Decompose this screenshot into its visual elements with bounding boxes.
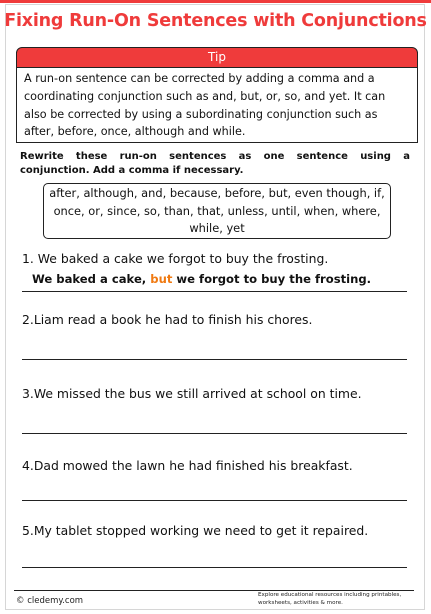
worksheet-title: Fixing Run-On Sentences with Conjunctions [4,11,427,31]
question-3: 3.We missed the bus we still arrived at school on time. [22,386,362,401]
answer-line-5[interactable] [22,567,407,568]
top-accent-bar [0,0,431,3]
tip-header: Tip [16,47,418,68]
answer-line-4[interactable] [22,500,407,501]
footer-site-link[interactable]: © cledemy.com [16,596,84,606]
footer-note: Explore educational resources including printables, worksheets, activities & more. [258,592,402,606]
example-answer [32,272,371,287]
tip-text: A run-on sentence can be corrected by adding a comma and a coordinating conjunction such as and, but, or, so, and yet. It can also be corrected by using a subordinating conjunction such as after, before, once, although and while. [16,68,418,143]
answer-start: We baked a cake, [32,272,151,286]
answer-line-3[interactable] [22,433,407,434]
answer-line-2[interactable] [22,359,407,360]
answer-line-1 [22,291,407,292]
question-1: 1. We baked a cake we forgot to buy the frosting. [22,251,329,266]
question-2: 2.Liam read a book he had to finish his chores. [22,312,313,327]
instructions: Rewrite these run-on sentences as one sentence using a conjunction. Add a comma if necessary. [20,151,410,176]
word-bank: after, although, and, because, before, but, even though, if, once, or, since, so, than, that, unless, until, when, where, while, yet [43,183,391,239]
question-4: 4.Dad mowed the lawn he had finished his breakfast. [22,458,353,473]
answer-end: we forgot to buy the frosting. [172,272,372,286]
question-5: 5.My tablet stopped working we need to get it repaired. [22,523,369,538]
answer-conjunction: but [150,272,173,286]
